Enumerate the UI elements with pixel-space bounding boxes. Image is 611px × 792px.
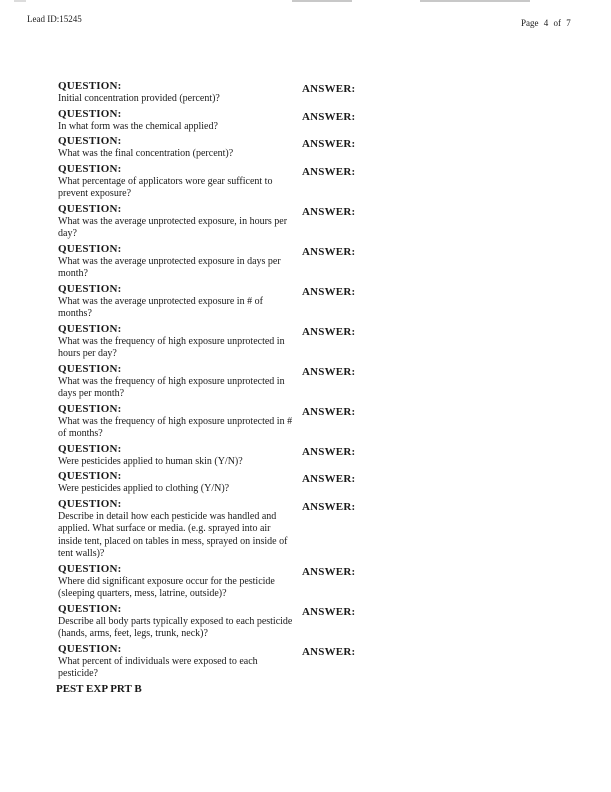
answer-label: ANSWER: [302,165,356,178]
question-text: What was the frequency of high exposure unprotected in # of months? [58,415,293,439]
question-label: QUESTION: [58,162,122,175]
question-label: QUESTION: [58,362,122,375]
question-block [58,498,358,561]
answer-label: ANSWER: [302,245,356,258]
question-text: Initial concentration provided (percent)? [58,93,220,104]
question-text: In what form was the chemical applied? [58,120,218,132]
question-block [58,363,358,401]
question-label: QUESTION: [58,282,122,295]
section-label: PEST EXP PRT B [56,683,142,695]
answer-label: ANSWER: [302,445,356,458]
question-label: QUESTION: [58,562,122,575]
question-label: QUESTION: [58,602,122,615]
question-text: What was the frequency of high exposure unprotected in hours per day? [58,335,285,359]
answer-label: ANSWER: [302,405,356,418]
answer-label: ANSWER: [302,500,356,513]
question-text: Describe all body parts typically exposed to each pesticide (hands, arms, feet, legs, trunk, neck)? [58,615,293,639]
question-block [58,108,358,134]
answer-label: ANSWER: [302,645,356,658]
question-block [58,243,358,281]
question-text: Where did significant exposure occur for the pesticide (sleeping quarters, mess, latrine, outside)? [58,575,275,599]
answer-label: ANSWER: [302,205,356,218]
answer-label: ANSWER: [302,285,356,298]
question-block [58,470,358,496]
answer-label: ANSWER: [302,565,356,578]
answer-label: ANSWER: [302,325,356,338]
question-label: QUESTION: [58,442,122,455]
question-block [58,643,358,681]
lead-id: Lead ID:15245 [27,14,82,24]
question-text: What was the average unprotected exposure, in hours per day? [58,215,288,239]
question-label: QUESTION: [58,470,122,482]
question-text: Were pesticides applied to human skin (Y/N)? [58,455,243,467]
question-label: QUESTION: [58,497,122,510]
answer-label: ANSWER: [302,138,356,150]
question-label: QUESTION: [58,135,122,147]
scan-artifact [420,0,530,2]
question-label: QUESTION: [58,202,122,215]
question-label: QUESTION: [58,322,122,335]
question-text: What was the average unprotected exposure in days per month? [58,255,281,279]
answer-label: ANSWER: [302,83,356,95]
question-block [58,563,358,601]
question-block [58,403,358,441]
answer-label: ANSWER: [302,110,356,123]
question-block [58,603,358,641]
question-label: QUESTION: [58,402,122,415]
question-text: What percentage of applicators wore gear sufficent to prevent exposure? [58,175,273,199]
question-text: Describe in detail how each pesticide was handled and applied. What surface or media. (e.g. sprayed into air inside tent, placed on tables in mess, sprayed on inside of tent walls)? [58,510,288,559]
answer-label: ANSWER: [302,605,356,618]
question-block [58,135,358,161]
question-text: What was the average unprotected exposure in # of months? [58,295,263,319]
question-block [58,203,358,241]
question-label: QUESTION: [58,80,122,92]
question-list [58,80,358,683]
question-block [58,80,358,106]
page-number: Page 4 of 7 [521,18,571,28]
question-text: Were pesticides applied to clothing (Y/N)? [58,483,230,494]
scan-artifact [292,0,352,2]
answer-label: ANSWER: [302,473,356,485]
scan-artifact [14,0,26,2]
question-block [58,323,358,361]
question-block [58,443,358,469]
question-text: What was the final concentration (percent)? [58,148,234,159]
question-label: QUESTION: [58,642,122,655]
question-text: What percent of individuals were exposed to each pesticide? [58,655,258,679]
question-block [58,283,358,321]
question-label: QUESTION: [58,107,122,120]
answer-label: ANSWER: [302,365,356,378]
question-label: QUESTION: [58,242,122,255]
question-block [58,163,358,201]
question-text: What was the frequency of high exposure unprotected in days per month? [58,375,285,399]
